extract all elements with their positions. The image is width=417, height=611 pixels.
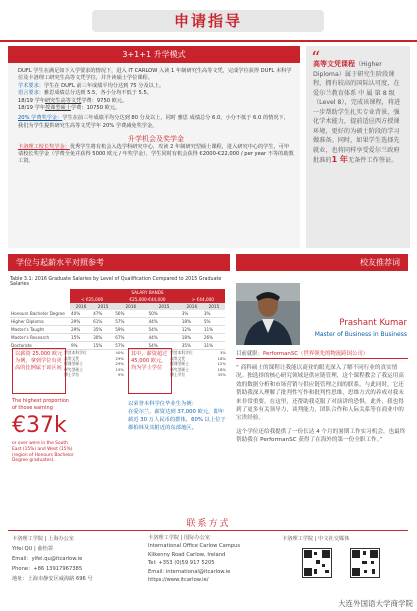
table-row [10,326,225,334]
cell: 11% [203,326,225,334]
contact-title: 联系方式 [186,519,231,529]
year-header: 2016 [70,303,92,310]
cell: 54% [147,326,180,334]
mini-row: 高等文凭 18% [170,355,226,361]
alumni-employer [236,349,408,357]
cell: 29% [70,326,92,334]
fee-master-link[interactable]: 授课型硕士 [44,105,71,112]
band-header: > €44,000 [181,296,225,303]
email[interactable]: Email：yifei.qu@itcarlow.ie [12,556,83,562]
mini-row: 荣誉本科学位 3% [170,350,226,355]
website-link[interactable]: https://www.itcarlow.ie/ [148,577,209,584]
contact-person: Yifei QU | 曲怡霏 [12,546,54,552]
mini-row: 荣誉本科学位 40% [64,350,124,355]
cell: 15% [70,334,92,342]
band-header: €25,000-€44,000 [114,296,181,303]
address: Kilkenny Road Carlow, Ireland [148,551,226,558]
watermark: 大连外国语大学商学院 [338,599,413,608]
quote-body-2: 无条件工作签证。 [347,157,398,164]
table-row [10,318,225,326]
telephone[interactable]: Tel: +353 (0)59 917 5205 [148,560,215,567]
quote-strong: 高等文凭课程 [313,60,355,68]
cell: 26% [203,334,225,342]
title-divider [0,40,417,42]
testimonial-text: “ 商科硕士的课程让我能以商业的眼光深入了解不同行业的真实情况。独选择的核心研究领域是供应链管理，这个课程教会了我运用高效的数据分析和市场营销与供应链管理之间的联系，与此同时，它还帮助我深入理解了批判性写作和批判性思维，思维方式的养成对我未来非常重要。在这里，还帮助我克服了对演讲的恐惧。此外，我也得到了更多有关领导力，谈判能力，团队合作和人际关系等在商业中的宝贵经验。 [236,365,404,422]
program-body [18,68,294,166]
table-row [10,334,225,342]
year-header: 2015 [92,303,114,310]
cell: 50% [147,310,180,318]
language-requirement-label: 语言要求： [18,90,44,97]
year-header: 2015 [147,303,180,310]
fee-diploma-amount: 学费：9750 欧元。 [81,97,128,104]
mini-row: 研究型硕士 18% [170,366,226,372]
shanghai-office [12,534,140,584]
year-header: 2016 [114,303,147,310]
cell: 3% [181,310,203,318]
fee-diploma-year: 18/19 学年 [18,97,45,104]
dublin-note-title: 以荣誉本科学位毕业生为例： [128,401,197,407]
international-office [148,534,278,584]
mini-row: 授课型硕士 12% [170,361,226,366]
quote-text [313,60,405,166]
fee-master-year: 18/19 学年 [18,105,45,112]
program-heading: 3+1+1 升学模式 [8,46,300,63]
cell: 31% [203,342,225,350]
table-row [10,310,225,318]
mini-row: 研究型硕士 15% [64,366,124,372]
row-label: Master's Taught [10,326,70,334]
alumni-testimonial [236,364,408,445]
cell: 56% [114,310,147,318]
mini-row: 博士学位 9% [64,372,124,377]
stat-table-45k [170,350,226,378]
campus: International Office Carlow Campus [148,543,241,550]
cell: 57% [114,342,147,350]
row-label: Higher Diploma [10,318,70,326]
program-intro: DUFL 学生在满足如下入学要求的情况下，进入 IT CARLOW 入读 1 年制研究生高等文凭，完成学位获得 DUFL 本科学位及卡洛理工研究生高等文凭学位，并升读硕士学位课程。 [18,68,292,82]
page-title: 申请指导 [173,12,242,30]
title-bar [92,10,324,32]
president-scholarship-link[interactable]: 卡洛理工校长奖学金： [18,143,70,150]
cell: 18% [181,334,203,342]
scholarship [18,115,294,130]
mini-row: 高等文凭 29% [64,355,124,361]
cell: 18% [181,318,203,326]
year-header: 2016 [181,303,203,310]
cell: 30% [92,334,114,342]
stat-box-45k: 其中，薪资超过 45,000 欧元，均为学士学位 [128,348,172,394]
quote-mark: “ [311,48,321,69]
academic-requirement-label: 学术要求： [18,82,44,89]
alumni-photo [236,283,300,345]
cell: 44% [147,318,180,326]
dublin-note [128,400,226,432]
scholarship-label: 20% 学费奖学金： [18,115,63,122]
salary-table [10,289,225,350]
region-note: or over were in the South East (15%) and West (15%) (region of Honours Bachelor Degree graduates). [12,441,74,464]
stat-box-25k: 以薪资 25,000 欧元为例，拿到学位有更高的比例属于该区间 [12,348,66,394]
dublin-note-text: 在爱尔兰，薪资达到 37,000 欧元，即年薪近 30 万人民币的群体，60% 以上位于都柏林及其附近的东部地区。 [128,409,226,431]
cell: 40% [70,310,92,318]
address: 地址：上海市静安区威海路 696 号 [12,576,93,582]
year-header: 2015 [203,303,225,310]
office-name: 卡洛理工学院 | 上海办公室 [12,536,75,542]
scholarship-text: 学生在前三年成绩平均分达到 80 分及以上，同时 雅思 成绩总分 6.0，小分不低于 6.0 的情况下，我们为学生提供研究生高等文凭学年 20% 学费减免奖学金。 [18,115,289,129]
cell: 29% [70,318,92,326]
fee-master-amount: 学费：10750 欧元。 [70,105,121,112]
row-label: Master's Research [10,334,70,342]
alumni-degree: Master of Business in Business [314,331,407,338]
quote-strong-2: 1 年 [331,155,348,164]
recommend-section-bar: 校友推荐词 [236,254,408,271]
salary-table-caption: Table 3.1: 2016 Graduate Salaries by Level of Qualification Compared to 2015 Graduate Salaries [10,277,222,287]
opportunity-text: 优秀学生将有机会入选学科研究中心，攻读 2 年制研究型硕士课程，进入研究中心的学生，可申请校长奖学金（学费全免并获得 5000 欧元 / 年奖学金），学生同时有机会获得 €2000-€22,000 / per year 不等的助教工资。 [18,143,294,165]
fee-diploma-link[interactable]: 研究生高等文凭 [44,97,82,104]
cell: 61% [92,318,114,326]
language-requirement [18,90,294,97]
cell: 5% [203,318,225,326]
opportunity [18,144,294,166]
fee-diploma [18,98,294,105]
alumni-portrait-icon [236,283,300,345]
row-label: Doctorate [10,342,70,350]
opportunity-heading: 升学机会及奖学金 [128,135,184,144]
row-label: Honours Bachelor Degree [10,310,70,318]
cell: 57% [114,318,147,326]
cell: 3% [203,310,225,318]
testimonial-text-2: 这个学位还给我提供了一份长达 4 个月的暑期工作实习机会，也最终帮助我在 PerformanSC 获得了在海外的第一份全职工作。” [236,428,406,444]
language-requirement-text: 雅思成绩总分达到 5.5，各小分均不低于 5.5。 [43,90,152,97]
cell: 9% [70,342,92,350]
cell: 59% [114,326,147,334]
stat-table-25k [64,350,124,378]
highest-proportion-label: The highest proportion of those earning [12,398,70,411]
salary-37k: €37k [12,413,67,438]
alumni-name: Prashant Kumar [339,318,407,328]
quote-body-1: （Higher Diploma）属于研究生阶段课程，拥有较高的国际认可度，在爱尔兰教育体系 中 属 第 8 级（Level 8），完成该课程，将进一步帮助学生扎实专业背景，强化学术能力，提前适应西方授课环境，更好的为硕士阶段的学习做准备。同时，如果学生选择先就业，也将同样享受爱尔兰政府批准的 [313,61,401,164]
social-media-head: 卡洛理工学院 | 中文社交媒体 [282,536,350,542]
band-header: < €25,000 [70,296,114,303]
mini-row: 授课型硕士 29% [64,361,124,366]
academic-requirement-text: 学生在 DUFL 前三年成绩平均分达到 75 分及以上。 [43,82,165,89]
cell: 67% [114,334,147,342]
employer-name: PerformanSC（世界领先的物流跨国公司） [262,351,369,357]
cell: 12% [181,326,203,334]
salary-bands-header: SALARY BANDS [70,289,225,296]
email[interactable]: Email: international@itcarlow.ie [148,568,231,575]
fee-master [18,105,294,112]
phone[interactable]: Phone：+86 13917967385 [12,566,83,572]
cell: 35% [92,326,114,334]
cell: 44% [147,334,180,342]
employer-label: 目前就职： [236,351,263,357]
mini-row: 博士学位 35% [170,372,226,377]
office-name: 卡洛理工学院 | 国际办公室 [148,535,211,541]
cell: 47% [92,310,114,318]
recommend-divider [236,358,408,359]
cell: 35% [181,342,203,350]
qr-code-icon[interactable] [350,548,380,578]
qr-code-icon[interactable] [302,548,332,578]
salary-section-bar: 学位与起薪水平对照参考 [8,254,230,271]
contact-divider [8,530,408,531]
cell: 15% [92,342,114,350]
cell: 54% [147,342,180,350]
